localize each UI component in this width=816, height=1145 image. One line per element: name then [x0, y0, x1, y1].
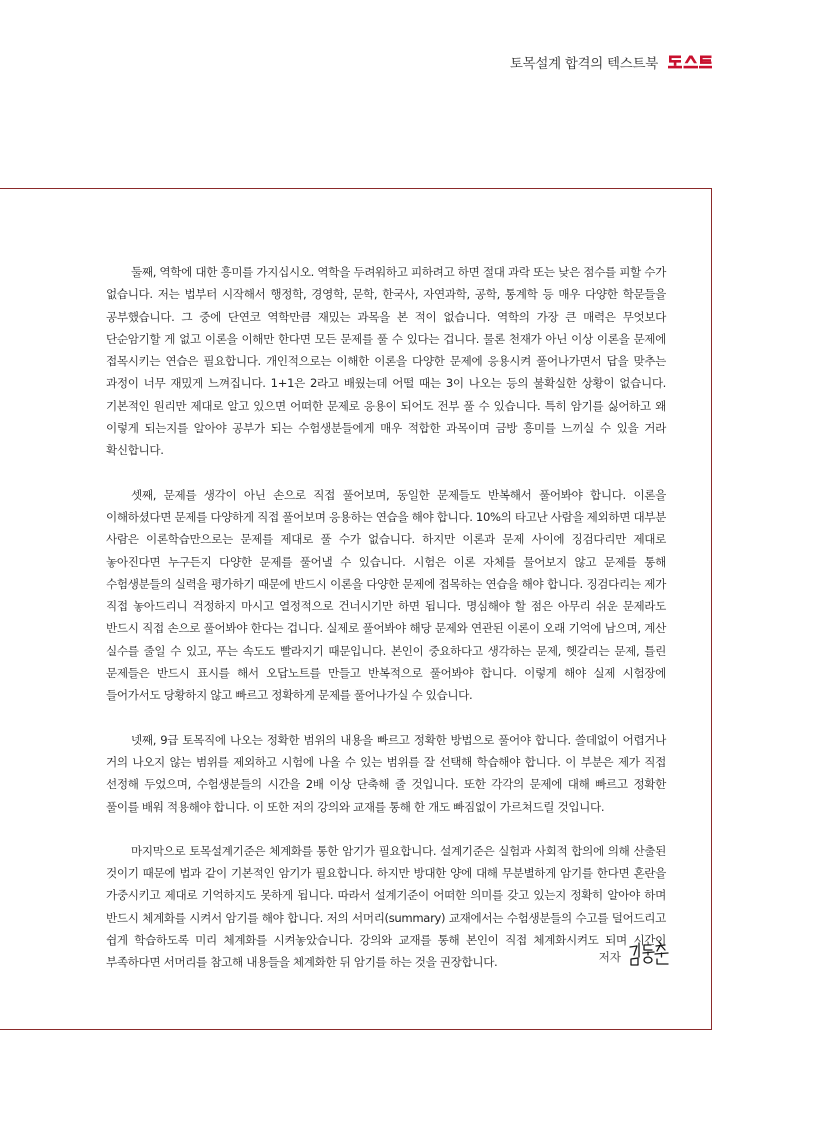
- body-text: [106, 261, 666, 996]
- content-frame: [0, 188, 712, 1030]
- handwritten-signature-icon: [627, 939, 671, 969]
- brand-logo: [668, 55, 712, 69]
- paragraph-fourth: 넷째, 9급 토목직에 나오는 정확한 범위의 내용을 빠르고 정확한 방법으로 풀어야 합니다. 쓸데없이 어렵거나 거의 나오지 않는 범위를 제외하고 시험에 나올 수 있는 범위를 잘 선택해 학습해야 합니다. 이 부분은 제가 직접 선정해 두었으며, 수험생분들의 시간을 2배 이상 단축해 줄 것입니다. 또한 각각의 문제에 대해 빠르고 정확한 풀이를 배워 적용해야 합니다. 이 또한 저의 강의와 교재를 통해 한 개도 빠짐없이 가르쳐드릴 것입니다.: [106, 732, 666, 814]
- brand-logo-icon: [668, 55, 712, 69]
- author-signature-block: [599, 939, 671, 969]
- paragraph-last: 마지막으로 토목설계기준은 체계화를 통한 암기가 필요합니다. 설계기준은 실험과 사회적 합의에 의해 산출된 것이기 때문에 법과 같이 기본적인 암기가 필요합니다. 하지만 방대한 양에 대해 무분별하게 암기를 한다면 혼란을 가중시키고 제대로 기억하지도 못하게 됩니다. 따라서 설계기준이 어떠한 의미를 갖고 있는지 정확히 알아야 하며 반드시 체계화를 시켜서 암기를 해야 합니다. 저의 서머리(summary) 교재에서는 수험생분들의 수고를 덜어드리고 쉽게 학습하도록 미리 체계화를 시켜놓았습니다. 강의와 교재를 통해 본인이 직접 체계화시켜도 되며 시간이 부족하다면 서머리를 참고해 내용들을 체계화한 뒤 암기를 하는 것을 권장합니다.: [106, 843, 666, 970]
- paragraph-second: 둘째, 역학에 대한 흥미를 가지십시오. 역학을 두려워하고 피하려고 하면 절대 과락 또는 낮은 점수를 피할 수가 없습니다. 저는 법부터 시작해서 행정학, 경영학, 문학, 한국사, 자연과학, 공학, 통계학 등 매우 다양한 학문들을 공부했습니다. 그 중에 단연코 역학만큼 재밌는 과목을 본 적이 없습니다. 역학의 가장 큰 매력은 무엇보다 단순암기할 게 없고 이론을 이해만 한다면 모든 문제를 풀 수 있다는 겁니다. 물론 천재가 아닌 이상 이론을 문제에 접목시키는 연습은 필요합니다. 개인적으로는 이해한 이론을 다양한 문제에 응용시켜 풀어나가면서 답을 맞추는 과정이 너무 재밌게 느껴집니다. 1+1은 2라고 배웠는데 어떨 때는 3이 나오는 등의 불확실한 상황이 없습니다. 기본적인 원리만 제대로 알고 있으면 어떠한 문제로 응용이 되어도 전부 풀 수 있습니다. 특히 암기를 싫어하고 왜 이렇게 되는지를 알아야 공부가 되는 수험생분들에게 매우 적합한 과목이며 금방 흥미를 느끼실 수 있을 거라 확신합니다.: [106, 265, 666, 458]
- page-header: [510, 50, 712, 74]
- paragraph-third: 셋째, 문제를 생각이 아닌 손으로 직접 풀어보며, 동일한 문제들도 반복해서 풀어봐야 합니다. 이론을 이해하셨다면 문제를 다양하게 직접 풀어보며 응용하는 연습을 해야 합니다. 10%의 타고난 사람을 제외하면 대부분 사람은 이론학습만으로는 문제를 제대로 풀 수가 없습니다. 하지만 이론과 문제 사이에 징검다리만 제대로 놓아진다면 누구든지 다양한 문제를 풀어낼 수 있습니다. 시험은 이론 자체를 물어보지 않고 문제를 통해 수험생분들의 실력을 평가하기 때문에 반드시 이론을 다양한 문제에 접목하는 연습을 해야 합니다. 징검다리는 제가 직접 놓아드리니 걱정하지 마시고 열정적으로 건너시기만 하면 됩니다. 명심해야 할 점은 아무리 쉬운 문제라도 반드시 직접 손으로 풀어봐야 한다는 겁니다. 실제로 풀어봐야 해당 문제와 연관된 이론이 오래 기억에 남으며, 계산 실수를 줄일 수 있고, 푸는 속도도 빨라지기 때문입니다. 본인이 중요하다고 생각하는 문제, 헷갈리는 문제, 틀린 문제들은 반드시 표시를 해서 오답노트를 만들고 반복적으로 풀어봐야 합니다. 이렇게 해야 실제 시험장에 들어가서도 당황하지 않고 빠르고 정확하게 문제를 풀어나가실 수 있습니다.: [106, 487, 666, 703]
- author-label: 저자: [598, 950, 621, 964]
- book-title: 토목설계 합격의 텍스트북: [509, 56, 658, 72]
